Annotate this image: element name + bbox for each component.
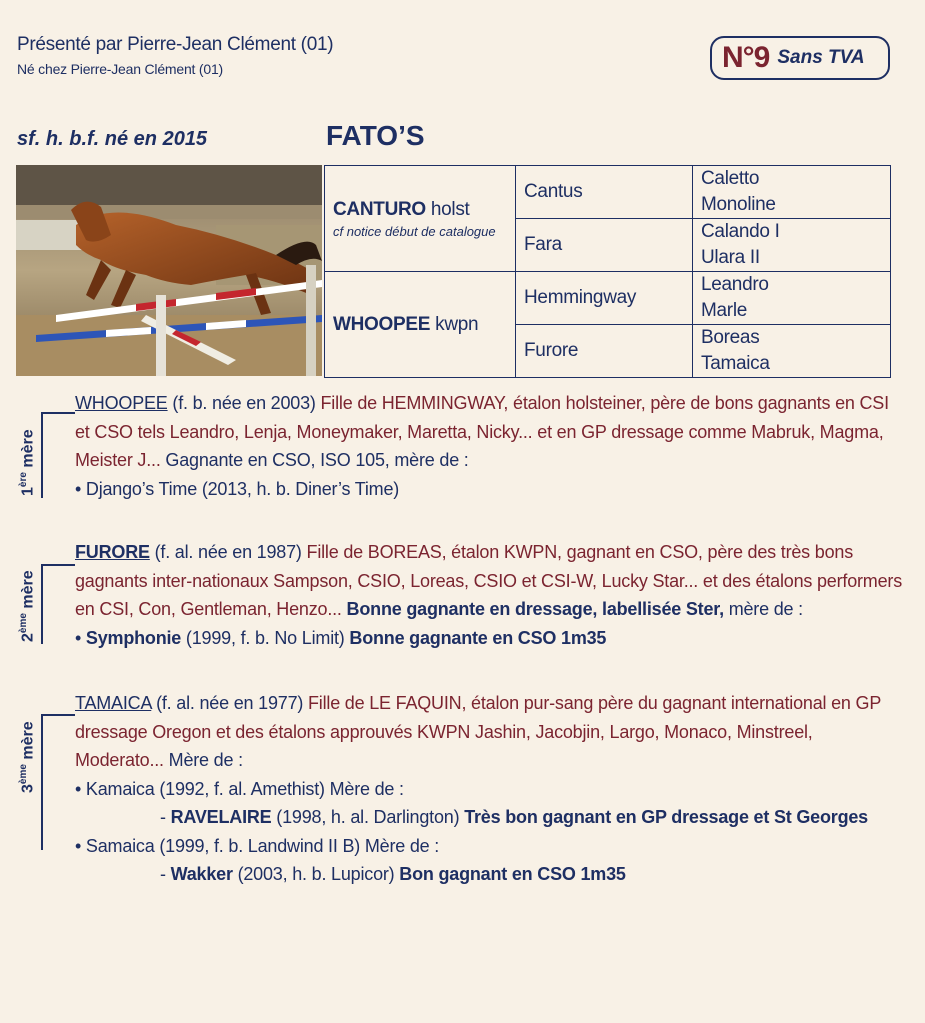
pedigree-ggp-4 [693,325,891,378]
dam1-text: Fille de HEMMINGWAY, étalon holsteiner, père de bons gagnants en CSI et CSO tels Leandro, Lenja, Moneymaker, Maretta, Nicky... et en GP dressage comme Mabruk, Magma, Meister J... [75,393,889,470]
dam2-mere: mère de : [723,599,803,619]
dam3-bracket [41,714,43,850]
dam1-bracket [41,412,43,498]
breeder-line: Né chez Pierre-Jean Clément (01) [17,61,224,77]
dam3-bracket-line [41,714,75,716]
vat-label: Sans TVA [777,47,865,68]
horse-photo [16,165,322,376]
dam1-label: 1ère mère [18,429,37,496]
pedigree-dam [325,272,516,378]
dam3-mere: Mère de : [163,750,243,770]
pedigree-sire-dam: Fara [516,219,693,272]
dam3-name: TAMAICA [75,693,152,713]
presenter-line: Présenté par Pierre-Jean Clément (01) [17,34,334,55]
horse-name: FATO’S [326,120,425,151]
sire-name: CANTURO [333,198,426,220]
sire-note: cf notice début de catalogue [333,223,496,239]
ggp-name: Calando I [701,221,780,242]
dam2-bracket [41,564,43,644]
ggp-name: Ulara II [701,247,760,268]
dam3-section [75,689,905,889]
dam2-section [75,538,905,652]
ggp-name: Monoline [701,194,776,215]
ggp-name: Marle [701,300,748,321]
dam3-produce-2: • Samaica (1999, f. b. Landwind II B) Mère de : [75,835,440,856]
subproduce-name: Wakker [170,864,233,884]
dam2-produce-perf: Bonne gagnante en CSO 1m35 [349,627,607,648]
dam1-perf: Gagnante en CSO, ISO 105, mère de : [160,450,469,470]
ggp-name: Leandro [701,274,769,295]
dam3-meta: (f. al. née en 1977) [151,693,308,713]
dam1-meta: (f. b. née en 2003) [167,393,321,413]
horse-description: sf. h. b.f. né en 2015 [17,128,208,150]
horse-jumping-image [16,165,322,376]
dam1-bracket-line [41,412,75,414]
dam2-perf: Bonne gagnante en dressage, labellisée Ster, [341,599,724,619]
dam1-section [75,389,905,503]
dam3-subproduce-1: - RAVELAIRE (1998, h. al. Darlington) Très bon gagnant en GP dressage et St Georges [160,807,868,827]
ggp-name: Caletto [701,168,760,189]
subproduce-perf: Bon gagnant en CSO 1m35 [399,864,626,884]
dam-name: WHOOPEE [333,313,431,335]
dam1-name: WHOOPEE [75,393,168,413]
dam2-produce-name: Symphonie [85,627,182,648]
dam3-subproduce-2: - Wakker (2003, h. b. Lupicor) Bon gagnant en CSO 1m35 [160,864,626,884]
pedigree-table [324,165,891,378]
pedigree-ggp-3 [693,272,891,325]
dam-studbook: kwpn [435,313,479,335]
lot-badge [710,36,890,80]
dam2-name: FURORE [75,542,150,562]
pedigree-dam-sire: Hemmingway [516,272,693,325]
pedigree-dam-dam: Furore [516,325,693,378]
sire-studbook: holst [430,198,470,220]
subproduce-perf: Très bon gagnant en GP dressage et St Georges [464,807,868,827]
dam2-bracket-line [41,564,75,566]
dam3-text: Fille de LE FAQUIN, étalon pur-sang père du gagnant international en GP dressage Oregon et des étalons approuvés KWPN Jashin, Jacobjin, Largo, Monaco, Minstreel, Moderato... [75,693,881,770]
ggp-name: Tamaica [701,353,770,374]
dam3-produce-1: • Kamaica (1992, f. al. Amethist) Mère de : [75,778,404,799]
ggp-name: Boreas [701,327,760,348]
dam2-label: 2ème mère [18,570,37,642]
lot-number: N°9 [722,41,770,74]
pedigree-ggp-2 [693,219,891,272]
pedigree-sire [325,166,516,272]
dam2-meta: (f. al. née en 1987) [149,542,307,562]
dam3-label: 3ème mère [18,721,37,793]
dam2-text: Fille de BOREAS, étalon KWPN, gagnant en CSO, père des très bons gagnants inter-nationaux Sampson, CSIO, Loreas, CSIO et CSI-W, Lucky Star... et des étalons performers en CSI, Con, Gentleman, Henzo... [75,542,902,619]
dam2-produce: • Symphonie (1999, f. b. No Limit) Bonne gagnante en CSO 1m35 [75,627,607,648]
subproduce-name: RAVELAIRE [170,807,272,827]
pedigree-ggp-1 [693,166,891,219]
dam1-produce: • Django’s Time (2013, h. b. Diner’s Time) [75,478,400,499]
pedigree-sire-sire: Cantus [516,166,693,219]
